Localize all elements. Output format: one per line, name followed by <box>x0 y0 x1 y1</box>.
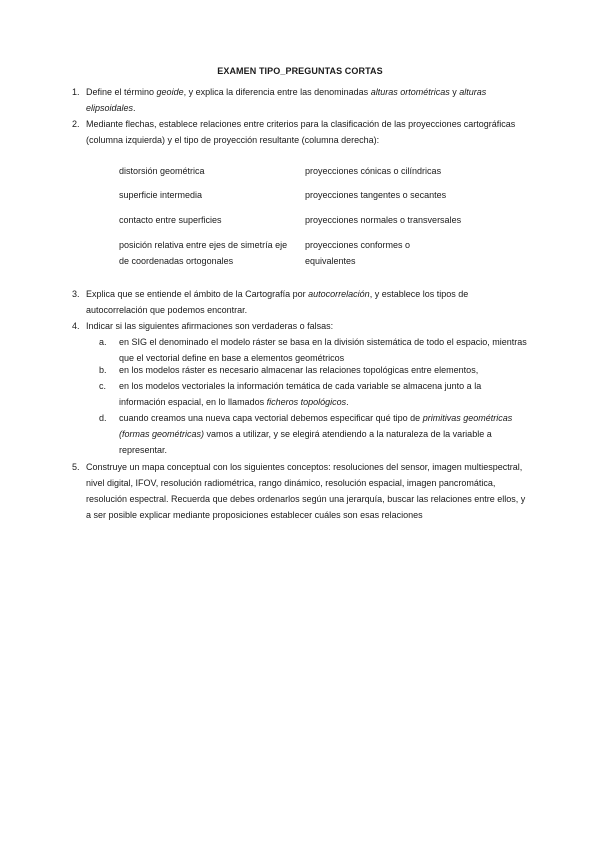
statement-text <box>119 378 529 410</box>
projection-type-item: proyecciones conformes o equivalentes <box>305 240 411 266</box>
question-text <box>86 286 532 318</box>
criteria-item: distorsión geométrica <box>119 166 205 176</box>
statement-text: en SIG el denominado el modelo ráster se basa en la división sistemática de todo el espacio, mientras que el vectorial define en base a elementos geométricos <box>119 337 527 363</box>
italic-term: primitivas geométricas (formas geométricas) <box>119 413 513 439</box>
question-text <box>86 84 532 116</box>
question-number: 4. <box>72 321 80 331</box>
question-number: 1. <box>72 87 80 97</box>
statement-letter: c. <box>99 381 107 391</box>
statement-d <box>99 410 529 458</box>
question-1 <box>72 84 532 116</box>
question-3 <box>72 286 532 318</box>
italic-term: geoide <box>156 87 184 97</box>
text-run: en los modelos vectoriales la información temática de cada variable se almacena junto a la información espacial, en lo llamados <box>119 381 482 407</box>
text-run: , y explica la diferencia entre las denominadas <box>183 87 371 97</box>
criteria-item: posición relativa entre ejes de simetría eje de coordenadas ortogonales <box>119 240 288 266</box>
text-run: Explica que se entiende el ámbito de la Cartografía por <box>86 289 309 299</box>
statement-letter: b. <box>99 365 107 375</box>
text-run: cuando creamos una nueva capa vectorial debemos especificar qué tipo de <box>119 413 423 423</box>
italic-term: autocorrelación <box>308 289 370 299</box>
statement-text: en los modelos ráster es necesario almacenar las relaciones topológicas entre elementos, <box>119 365 479 375</box>
statement-letter: d. <box>99 413 107 423</box>
page-title: EXAMEN TIPO_PREGUNTAS CORTAS <box>217 66 383 76</box>
statement-letter: a. <box>99 337 107 347</box>
statement-b <box>99 362 529 378</box>
question-number: 5. <box>72 462 80 472</box>
question-number: 2. <box>72 119 80 129</box>
text-run: . <box>346 397 349 407</box>
question-number: 3. <box>72 289 80 299</box>
statement-text <box>119 410 529 458</box>
criteria-item: superficie intermedia <box>119 190 203 200</box>
projection-type-item: proyecciones cónicas o cilíndricas <box>305 166 442 176</box>
italic-term: alturas ortométricas <box>370 87 450 97</box>
criteria-item: contacto entre superficies <box>119 215 222 225</box>
question-4 <box>72 318 532 334</box>
statement-c <box>99 378 529 410</box>
italic-term: ficheros topológicos <box>266 397 347 407</box>
question-5 <box>72 459 532 523</box>
italic-term: alturas elipsoidales <box>86 87 487 113</box>
question-2 <box>72 116 532 148</box>
question-text: Construye un mapa conceptual con los siguientes conceptos: resoluciones del sensor, imagen multiespectral, nivel digital, IFOV, resolución radiométrica, rango dinámico, resolución espacial, imagen pancromática, resolución espectral. Recuerda que debes ordenarlos según una jerarquía, buscar las relaciones entre ellos, y a ser posible explicar mediante proposiciones establecer cuáles son esas relaciones <box>86 462 526 520</box>
text-run: , y establece los tipos de autocorrelación que podemos encontrar. <box>86 289 469 315</box>
projection-type-item: proyecciones tangentes o secantes <box>305 190 447 200</box>
text-run: . <box>133 103 136 113</box>
text-run: Define el término <box>86 87 157 97</box>
text-run: y <box>449 87 460 97</box>
text-run: vamos a utilizar, y se elegirá atendiendo a la naturaleza de la variable a representar. <box>119 429 492 455</box>
projection-type-item: proyecciones normales o transversales <box>305 215 462 225</box>
question-text: Mediante flechas, establece relaciones entre criterios para la clasificación de las proyecciones cartográficas (columna izquierda) y el tipo de proyección resultante (columna derecha): <box>86 119 516 145</box>
question-text: Indicar si las siguientes afirmaciones son verdaderas o falsas: <box>86 321 334 331</box>
